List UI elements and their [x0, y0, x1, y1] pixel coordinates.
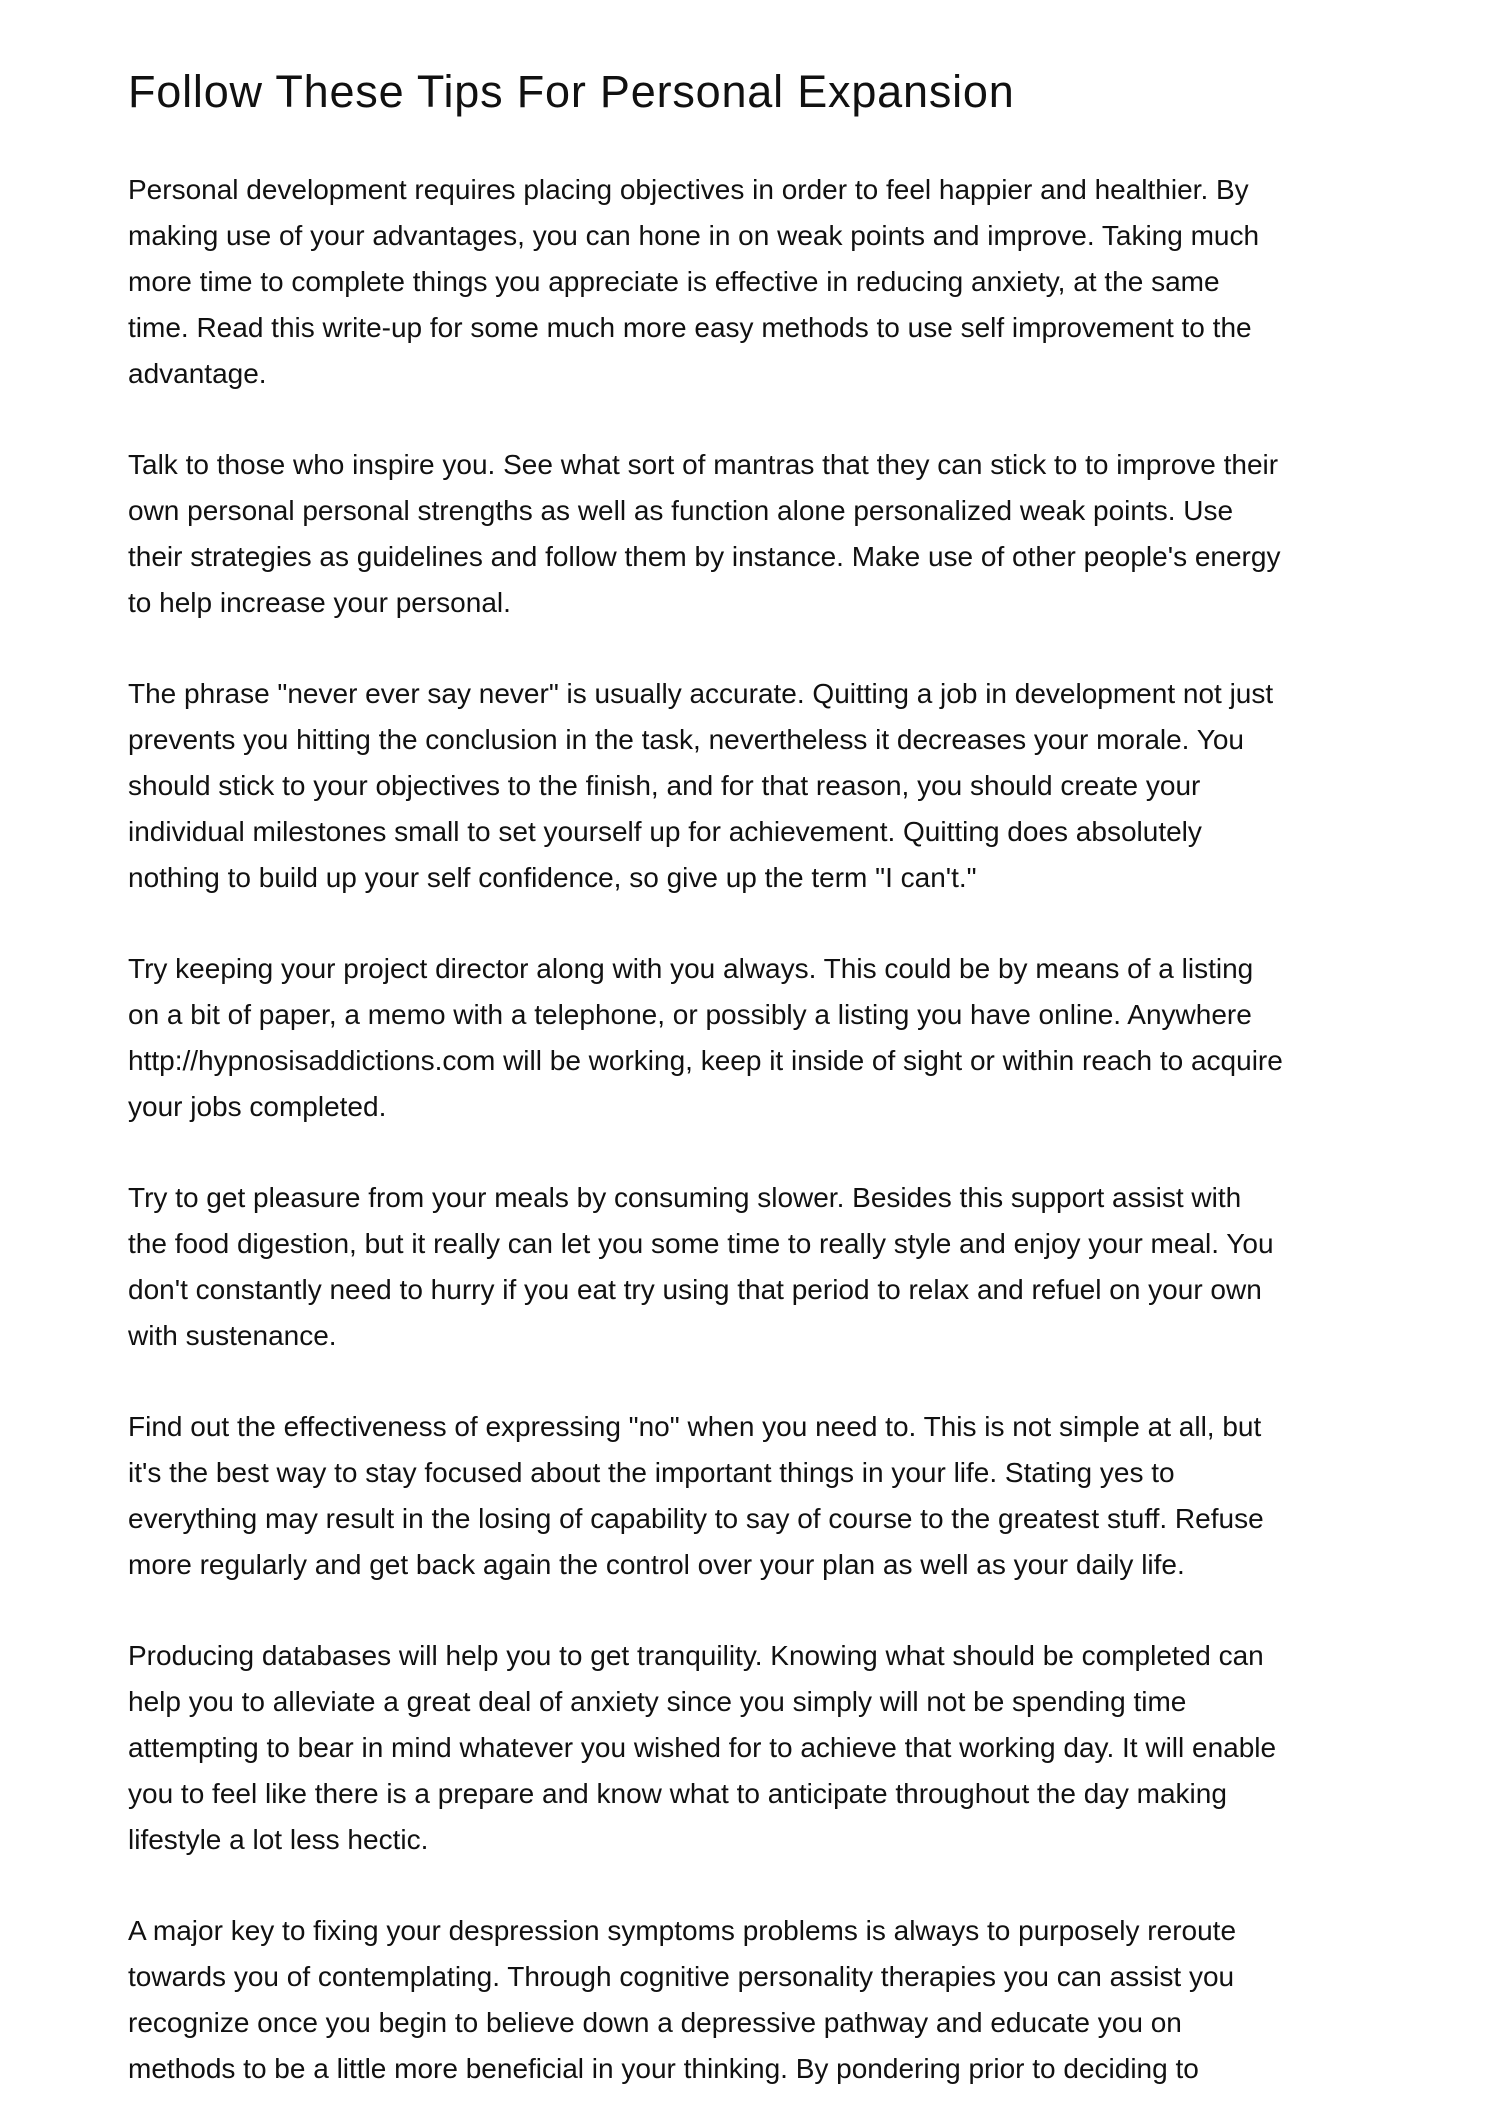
text-line: their strategies as guidelines and follow them by instance. Make use of other people's energy — [128, 541, 1281, 572]
text-line: help you to alleviate a great deal of anxiety since you simply will not be spending time — [128, 1686, 1187, 1717]
paragraph-6 — [128, 1404, 1264, 1588]
text-line: nothing to build up your self confidence, so give up the term "I can't." — [128, 862, 977, 893]
text-line: attempting to bear in mind whatever you wished for to achieve that working day. It will enable — [128, 1732, 1277, 1763]
text-line: http://hypnosisaddictions.com will be working, keep it inside of sight or within reach to acquire — [128, 1045, 1283, 1076]
text-line: The phrase "never ever say never" is usually accurate. Quitting a job in development not just — [128, 678, 1274, 709]
text-line: own personal personal strengths as well as function alone personalized weak points. Use — [128, 495, 1234, 526]
paragraph-4 — [128, 946, 1283, 1130]
paragraph-2 — [128, 442, 1280, 626]
text-line: the food digestion, but it really can let you some time to really style and enjoy your meal. You — [128, 1228, 1274, 1259]
paragraph-5 — [128, 1175, 1274, 1359]
text-line: Find out the effectiveness of expressing "no" when you need to. This is not simple at all, but — [128, 1411, 1262, 1442]
text-line: with sustenance. — [128, 1320, 337, 1351]
text-line: recognize once you begin to believe down a depressive pathway and educate you on — [128, 2007, 1182, 2038]
text-line: Personal development requires placing objectives in order to feel happier and healthier. By — [128, 174, 1249, 205]
text-line: Try keeping your project director along with you always. This could be by means of a listing — [128, 953, 1254, 984]
text-line: on a bit of paper, a memo with a telephone, or possibly a listing you have online. Anywhere — [128, 999, 1252, 1030]
paragraph-3 — [128, 671, 1273, 901]
text-line: more time to complete things you appreciate is effective in reducing anxiety, at the same — [128, 266, 1220, 297]
text-line: you to feel like there is a prepare and know what to anticipate throughout the day making — [128, 1778, 1227, 1809]
text-line: more regularly and get back again the control over your plan as well as your daily life. — [128, 1549, 1185, 1580]
text-line: everything may result in the losing of capability to say of course to the greatest stuff. Refuse — [128, 1503, 1264, 1534]
text-line: don't constantly need to hurry if you eat try using that period to relax and refuel on your own — [128, 1274, 1262, 1305]
text-line: it's the best way to stay focused about the important things in your life. Stating yes to — [128, 1457, 1175, 1488]
text-line: lifestyle a lot less hectic. — [128, 1824, 429, 1855]
text-line: Talk to those who inspire you. See what sort of mantras that they can stick to to improve their — [128, 449, 1279, 480]
text-line: prevents you hitting the conclusion in the task, nevertheless it decreases your morale. You — [128, 724, 1244, 755]
text-line: Try to get pleasure from your meals by consuming slower. Besides this support assist with — [128, 1182, 1242, 1213]
text-line: individual milestones small to set yourself up for achievement. Quitting does absolutely — [128, 816, 1202, 847]
paragraph-8 — [128, 1908, 1236, 2092]
text-line: should stick to your objectives to the finish, and for that reason, you should create your — [128, 770, 1201, 801]
paragraph-1 — [128, 167, 1259, 397]
page-title: Follow These Tips For Personal Expansion — [128, 66, 1015, 117]
text-line: towards you of contemplating. Through cognitive personality therapies you can assist you — [128, 1961, 1235, 1992]
text-line: your jobs completed. — [128, 1091, 387, 1122]
text-line: time. Read this write-up for some much more easy methods to use self improvement to the — [128, 312, 1252, 343]
text-line: to help increase your personal. — [128, 587, 511, 618]
text-line: A major key to fixing your despression symptoms problems is always to purposely reroute — [128, 1915, 1237, 1946]
text-line: Producing databases will help you to get tranquility. Knowing what should be completed can — [128, 1640, 1264, 1671]
text-line: advantage. — [128, 358, 267, 389]
text-line: making use of your advantages, you can hone in on weak points and improve. Taking much — [128, 220, 1260, 251]
text-line: methods to be a little more beneficial in your thinking. By pondering prior to deciding to — [128, 2053, 1199, 2084]
paragraph-7 — [128, 1633, 1276, 1863]
